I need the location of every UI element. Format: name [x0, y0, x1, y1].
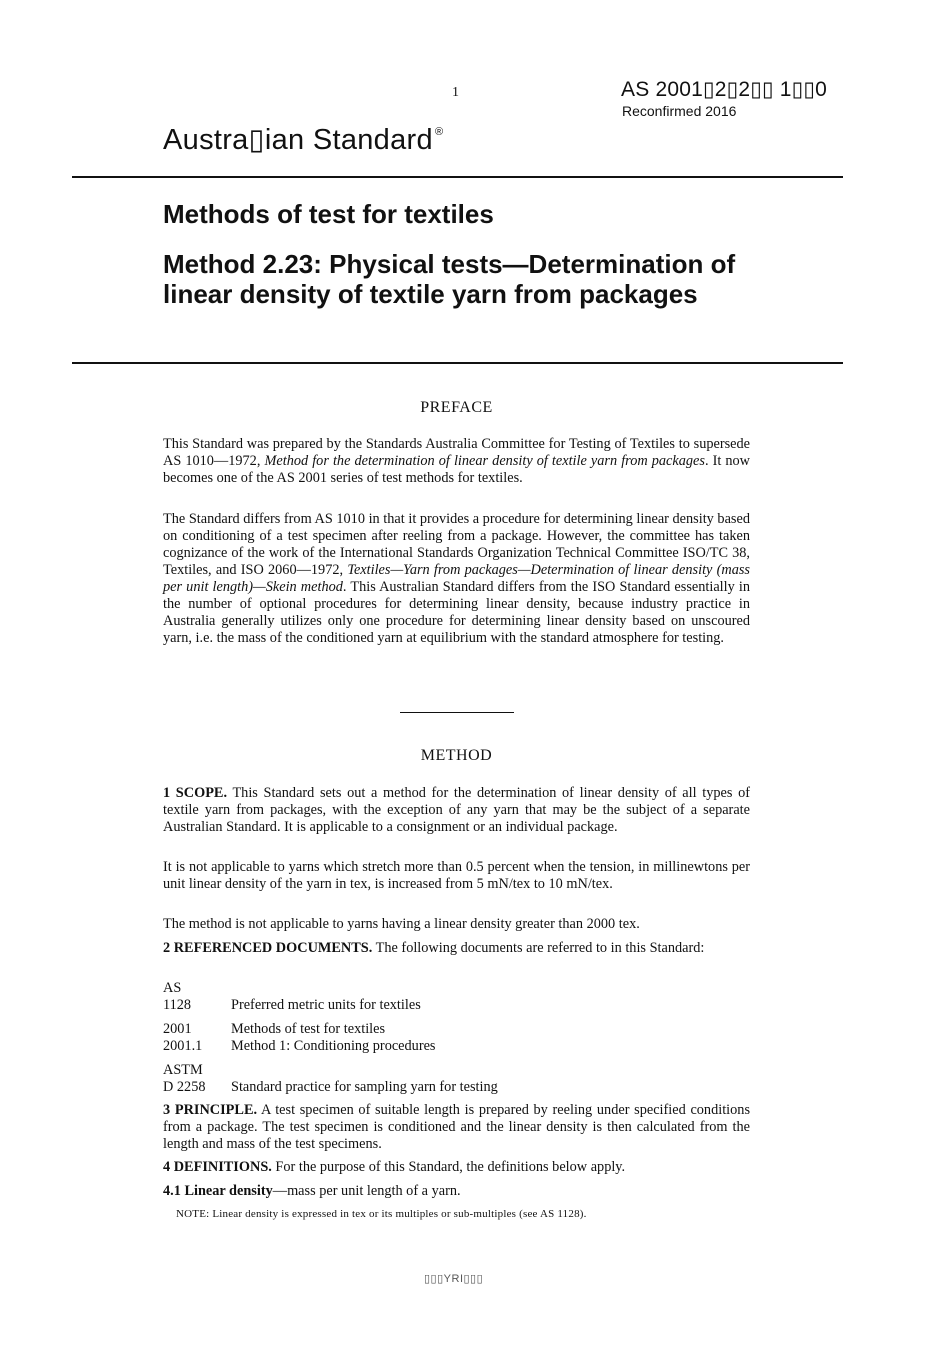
- standard-id: AS 2001▯2▯2▯▯ 1▯▯0: [621, 78, 828, 101]
- brand-text: Austra▯ian Standard: [163, 124, 433, 156]
- preface-paragraph-2: [163, 511, 750, 647]
- reference-code: 2001: [163, 1021, 192, 1037]
- reference-title: Methods of test for textiles: [231, 1021, 386, 1037]
- reference-group-heading: ASTM: [163, 1062, 203, 1078]
- scope-clause: [163, 785, 750, 836]
- section-separator: [400, 712, 514, 713]
- principle-text: A test specimen of suitable length is prepared by reeling under specified conditions from a package. The test specimen is conditioned and the linear density is then calculated from the length and mass of the test specimens.: [163, 1102, 751, 1152]
- referenced-documents-clause: [163, 940, 750, 957]
- referenced-documents-text: The following documents are referred to in this Standard:: [372, 940, 705, 956]
- referenced-documents-label: 2 REFERENCED DOCUMENTS.: [163, 940, 373, 956]
- reference-code: D 2258: [163, 1079, 206, 1095]
- reference-row: [163, 1021, 436, 1038]
- preface-p2-text-a: The Standard differs from AS 1010 in that it provides a procedure for determining linear density based on conditioning of a test specimen after reeling from a package. However, the committee has taken cognizance of the work of the International Standards Organization Technical Committee ISO/TC 38, Textiles, and ISO 2060—1972,: [163, 511, 750, 578]
- preface-p2-text-b: . This Australian Standard differs from the ISO Standard essentially in the number of optional procedures for determining linear density, because industry practice in Australia generally utilizes only one procedure for determining linear density based on unscoured yarn, i.e. the mass of the conditioned yarn at equilibrium with the standard atmosphere for testing.: [163, 579, 751, 646]
- definitions-label: 4 DEFINITIONS.: [163, 1159, 272, 1175]
- scope-paragraph-2: It is not applicable to yarns which stretch more than 0.5 percent when the tension, in millinewtons per unit linear density of the yarn in tex, is increased from 5 mN/tex to 10 mN/tex.: [163, 859, 750, 892]
- preface-p1-text-b: . It now becomes one of the AS 2001 series of test methods for textiles.: [163, 453, 751, 486]
- linear-density-note: NOTE: Linear density is expressed in tex or its multiples or sub-multiples (see AS 1128).: [176, 1208, 587, 1220]
- scope-paragraph-3: The method is not applicable to yarns having a linear density greater than 2000 tex.: [163, 916, 640, 932]
- reference-row: [163, 1038, 436, 1055]
- reference-title: Method 1: Conditioning procedures: [231, 1038, 436, 1054]
- scope-text: This Standard sets out a method for the determination of linear density of all types of textile yarn from packages, with the exception of any yarn that may be the subject of a separate Australian Standard. It is applicable to a consignment or an individual package.: [163, 785, 750, 835]
- reconfirmed-note: Reconfirmed 2016: [622, 103, 737, 119]
- reference-title: Standard practice for sampling yarn for testing: [231, 1079, 498, 1095]
- reference-row: [163, 1079, 498, 1096]
- principle-label: 3 PRINCIPLE.: [163, 1102, 258, 1118]
- principle-clause: [163, 1102, 750, 1153]
- method-heading: METHOD: [420, 747, 493, 764]
- reference-group-heading: AS: [163, 980, 182, 996]
- definitions-clause: [163, 1159, 750, 1176]
- page-number: 1: [452, 85, 459, 100]
- document-title: Methods of test for textiles: [163, 199, 494, 229]
- reference-code: 2001.1: [163, 1038, 203, 1054]
- linear-density-label: 4.1 Linear density: [163, 1183, 273, 1199]
- australian-standard-brand: [163, 122, 443, 157]
- reference-title: Preferred metric units for textiles: [231, 997, 421, 1013]
- registered-mark: ®: [434, 126, 444, 138]
- reference-group-as: [163, 980, 421, 1014]
- linear-density-definition: [163, 1183, 750, 1200]
- top-rule: [72, 176, 843, 178]
- reference-code: 1128: [163, 997, 192, 1013]
- reference-group-astm: [163, 1062, 498, 1096]
- reference-group-2001: [163, 1021, 436, 1055]
- preface-p1-text-a: This Standard was prepared by the Standards Australia Committee for Testing of Textiles to supersede AS 1010—1972,: [163, 436, 750, 469]
- preface-p1-cited-title: Method for the determination of linear density of textile yarn from packages: [264, 453, 705, 469]
- definitions-text: For the purpose of this Standard, the definitions below apply.: [271, 1159, 626, 1175]
- scope-label: 1 SCOPE.: [163, 785, 228, 801]
- page-footer: ▯▯▯YRI▯▯▯: [424, 1273, 484, 1285]
- document-subtitle: Method 2.23: Physical tests—Determination of linear density of textile yarn from packages: [163, 249, 736, 309]
- preface-paragraph-1: [163, 436, 750, 487]
- preface-heading: PREFACE: [420, 399, 493, 416]
- preface-p2-cited-title: Textiles—Yarn from packages—Determination of linear density (mass per unit length)—Skein method: [163, 562, 750, 595]
- title-bottom-rule: [72, 362, 843, 364]
- reference-row: [163, 997, 421, 1014]
- linear-density-text: —mass per unit length of a yarn.: [272, 1183, 461, 1199]
